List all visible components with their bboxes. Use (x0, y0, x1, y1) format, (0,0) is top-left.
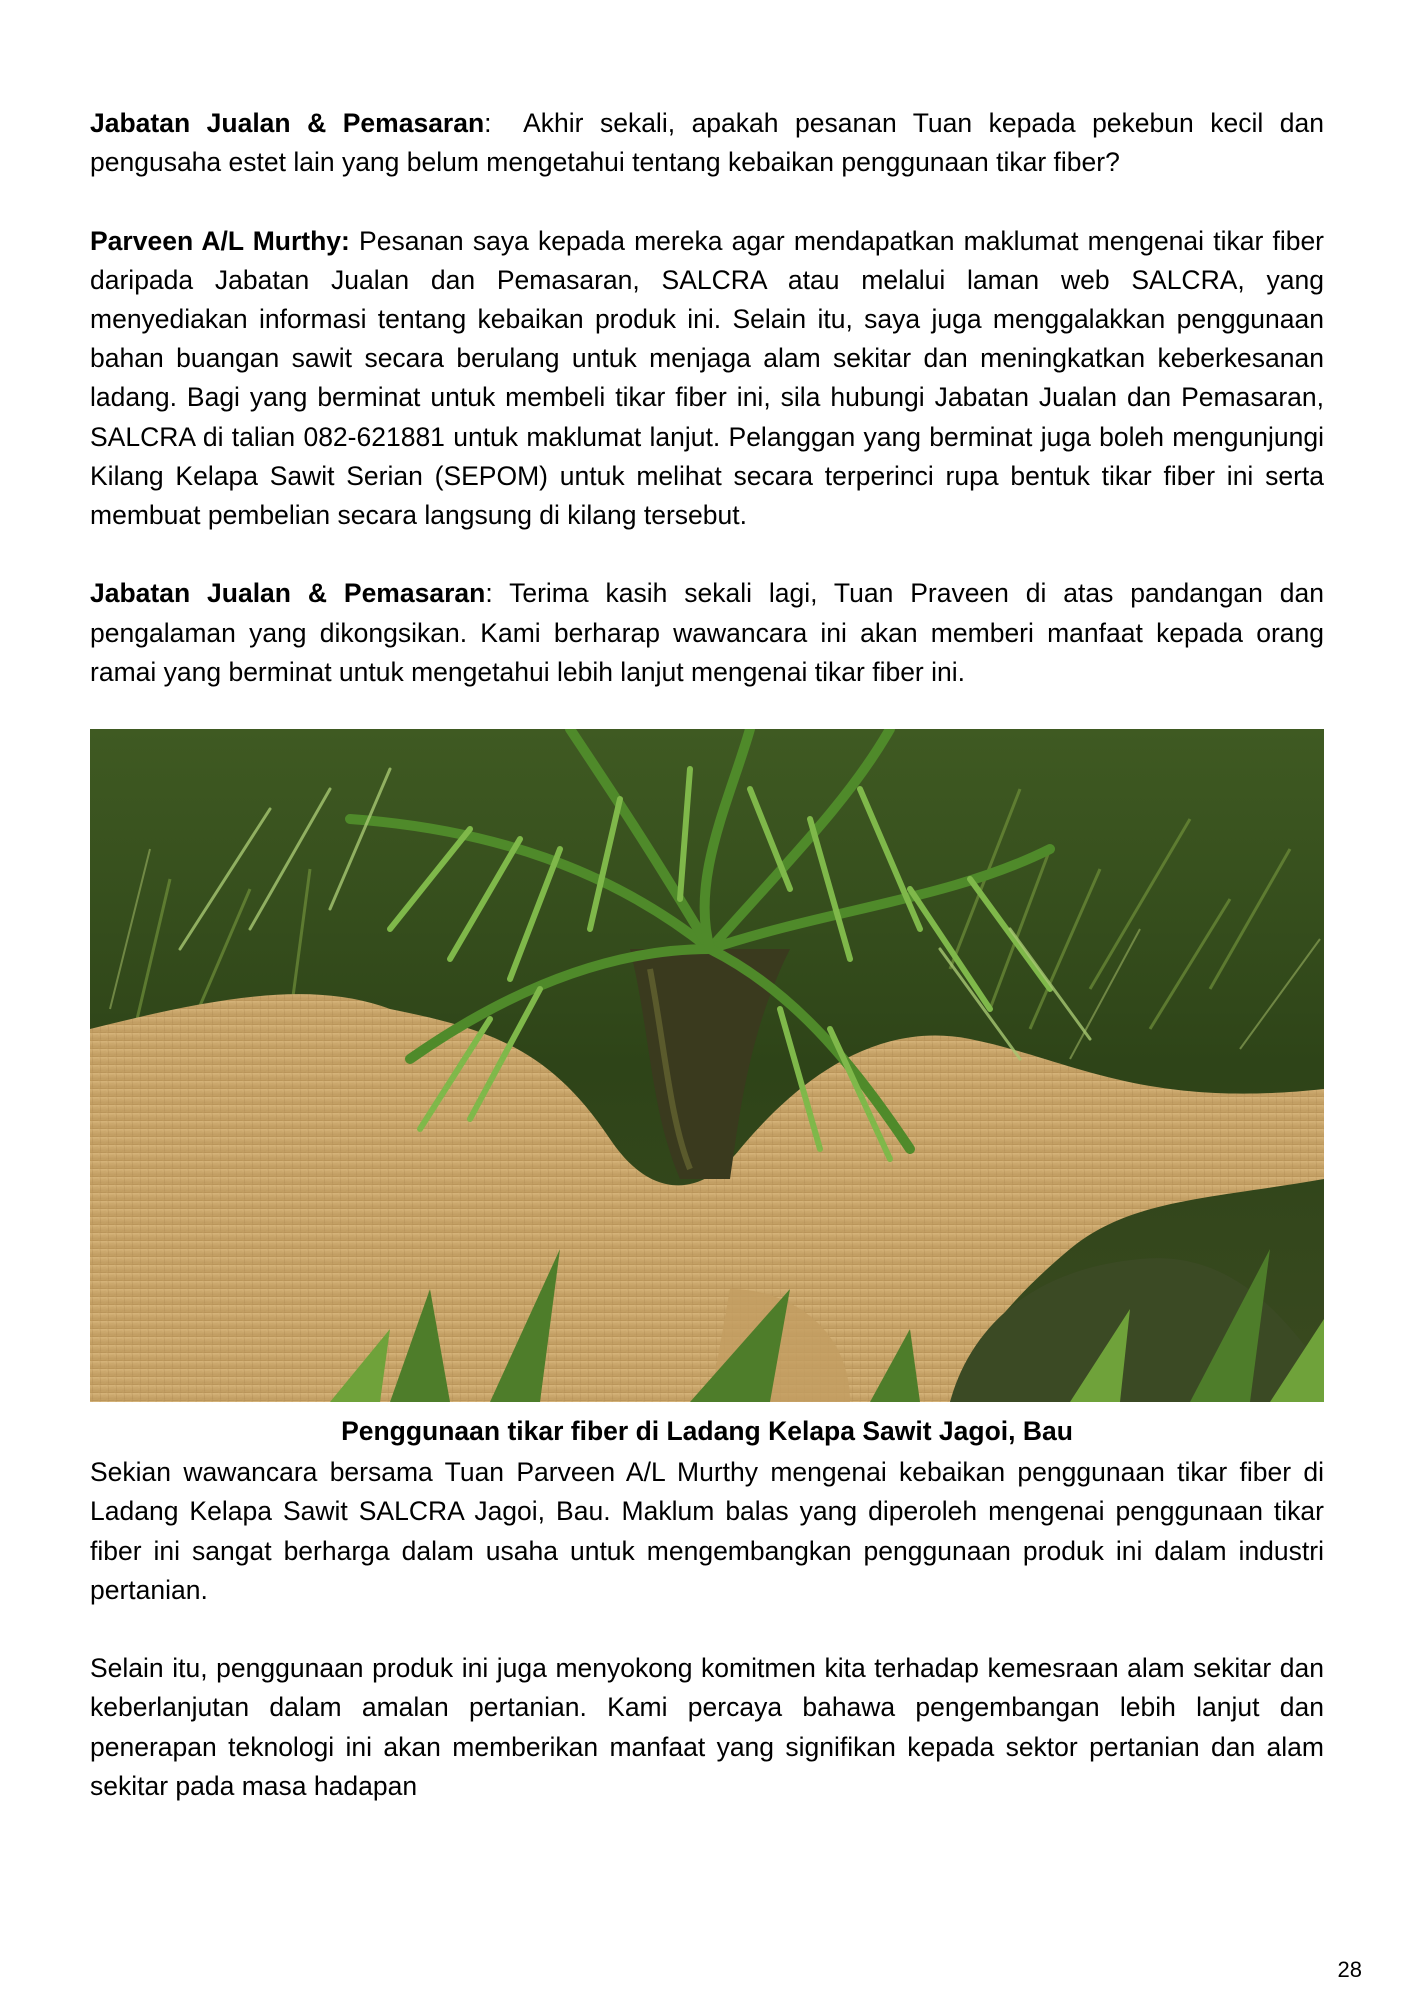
closing-paragraph-2: Selain itu, penggunaan produk ini juga menyokong komitmen kita terhadap kemesraan alam sekitar dan keberlanjutan dalam amalan pertanian. Kami percaya bahawa pengembangan lebih lanjut dan penerapan teknologi ini akan memberikan manfaat yang signifikan kepada sektor pertanian dan alam sekitar pada masa hadapan (90, 1653, 1324, 1801)
speaker-label: Parveen A/L Murthy: (90, 225, 350, 256)
paragraph-text: Akhir sekali, apakah pesanan Tuan kepada pekebun kecil dan pengusaha estet lain yang belum mengetahui tentang kebaikan penggunaan tikar fiber? (90, 108, 1324, 178)
speaker-separator: : (485, 578, 510, 609)
speaker-label: Jabatan Jualan & Pemasaran (90, 578, 486, 609)
photo-illustration (90, 729, 1324, 1402)
page-number: 28 (1337, 1957, 1362, 1982)
speaker-label: Jabatan Jualan & Pemasaran (90, 108, 485, 138)
paragraph-text: Terima kasih sekali lagi, Tuan Praveen di atas pandangan dan pengalaman yang dikongsikan. Kami berharap wawancara ini akan memberi manfaat kepada orang ramai yang berminat untuk mengetahui lebih lanjut mengenai tikar fiber ini. (90, 578, 1325, 687)
interview-paragraph-3 (90, 574, 1324, 692)
interview-paragraph-1 (90, 104, 1324, 182)
speaker-separator (350, 226, 359, 256)
photo-caption: Penggunaan tikar fiber di Ladang Kelapa Sawit Jagoi, Bau (341, 1416, 1073, 1447)
closing-paragraph-1: Sekian wawancara bersama Tuan Parveen A/L Murthy mengenai kebaikan penggunaan tikar fiber di Ladang Kelapa Sawit SALCRA Jagoi, Bau. Maklum balas yang diperoleh mengenai penggunaan tikar fiber ini sangat berharga dalam usaha untuk mengembangkan penggunaan produk ini dalam industri pertanian. (90, 1457, 1324, 1605)
fiber-mat-photo (90, 729, 1324, 1402)
document-page (90, 104, 1324, 1806)
speaker-separator: : (484, 108, 524, 138)
interview-paragraph-2 (90, 222, 1324, 536)
paragraph-text: Pesanan saya kepada mereka agar mendapatkan maklumat mengenai tikar fiber daripada Jabatan Jualan dan Pemasaran, SALCRA atau melalui laman web SALCRA, yang menyediakan informasi tentang kebaikan produk ini. Selain itu, saya juga menggalakkan penggunaan bahan buangan sawit secara berulang untuk menjaga alam sekitar dan meningkatkan keberkesanan ladang. Bagi yang berminat untuk membeli tikar fiber ini, sila hubungi Jabatan Jualan dan Pemasaran, SALCRA di talian 082-621881 untuk maklumat lanjut. Pelanggan yang berminat juga boleh mengunjungi Kilang Kelapa Sawit Serian (SEPOM) untuk melihat secara terperinci rupa bentuk tikar fiber ini serta membuat pembelian secara langsung di kilang tersebut. (90, 225, 1325, 531)
